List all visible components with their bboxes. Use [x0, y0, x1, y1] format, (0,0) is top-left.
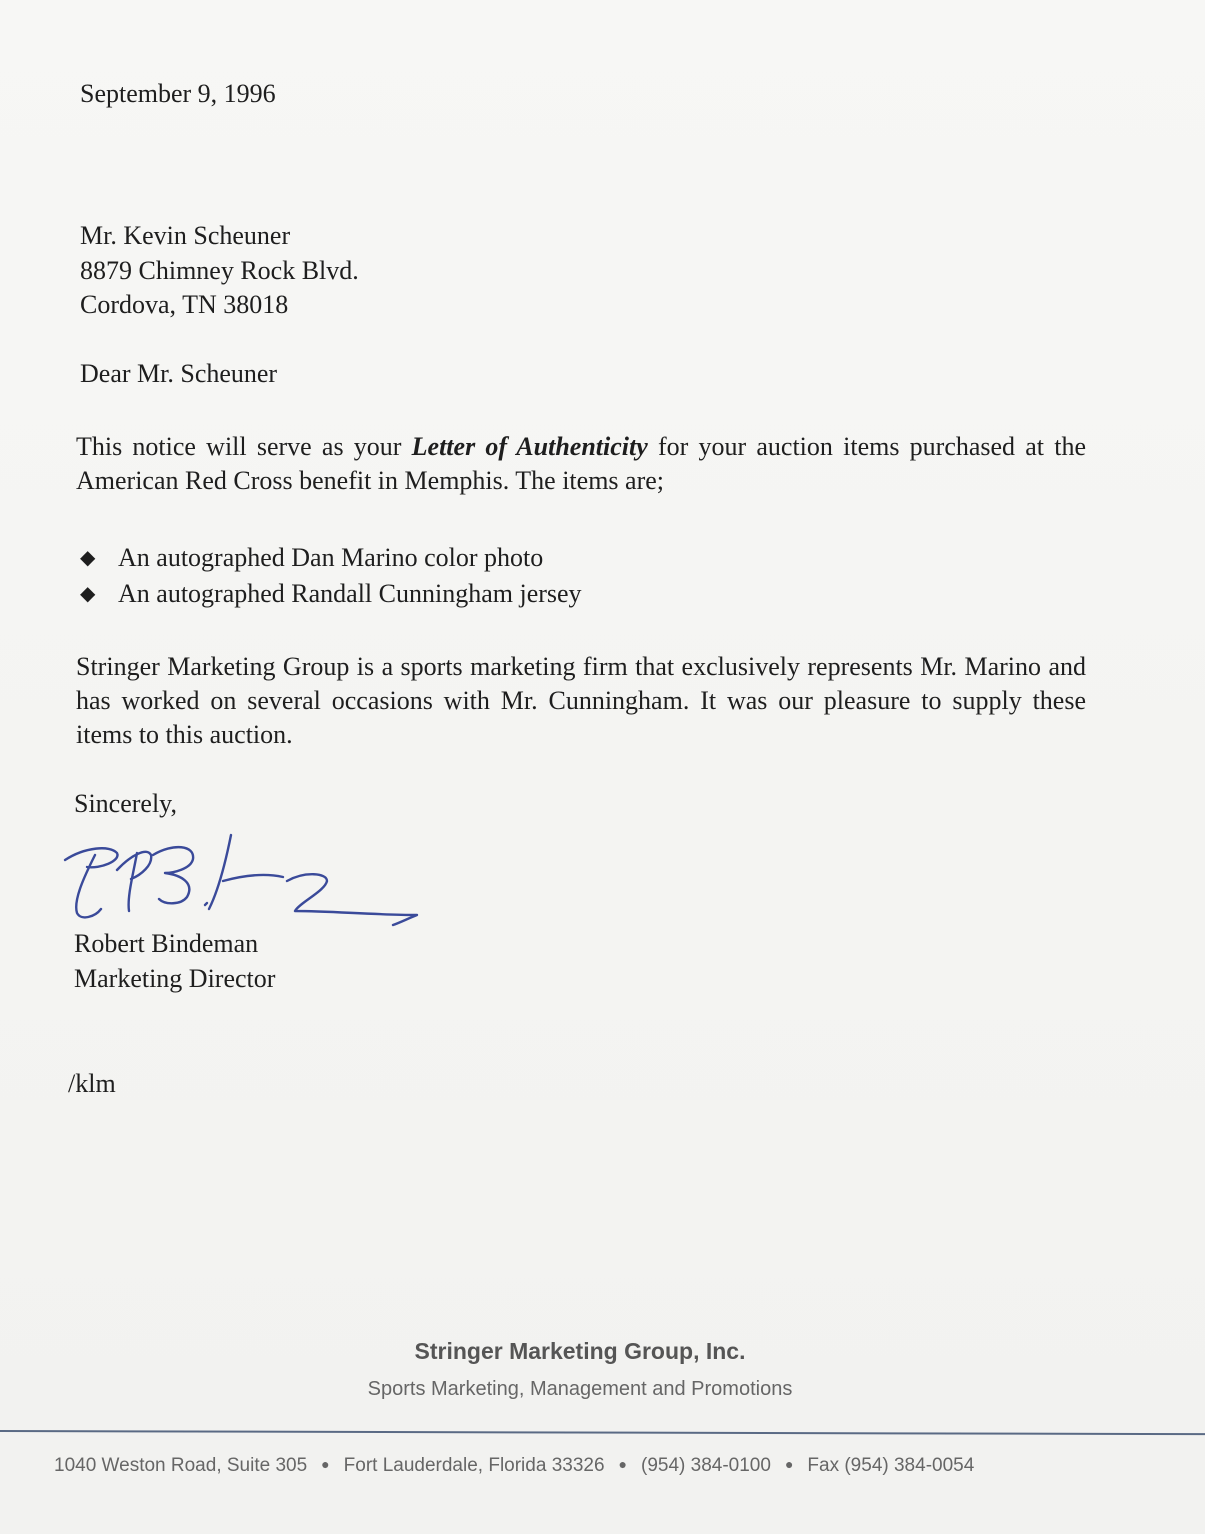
dot-separator-icon: ●	[321, 1456, 330, 1472]
typist-initials: /klm	[68, 1069, 116, 1098]
item-text: An autographed Dan Marino color photo	[118, 543, 544, 572]
letterhead-phone: (954) 384-0100	[641, 1455, 771, 1476]
body-paragraph-2: Stringer Marketing Group is a sports marketing firm that exclusively represents Mr. Marino and has worked on several occasions with Mr. Cunningham. It was our pleasure to supply these items to this auction.	[76, 652, 1086, 749]
letterhead-fax: Fax (954) 384-0054	[807, 1455, 975, 1476]
list-item	[80, 576, 582, 612]
signer-title: Marketing Director	[74, 964, 276, 993]
list-item	[80, 540, 582, 576]
dot-separator-icon: ●	[784, 1456, 794, 1472]
letterhead-address: 1040 Weston Road, Suite 305	[54, 1455, 308, 1476]
letterhead-company: Stringer Marketing Group, Inc.	[414, 1338, 746, 1364]
letterhead-city: Fort Lauderdale, Florida 33326	[343, 1455, 605, 1476]
letter-of-authenticity-emphasis: Letter of Authenticity	[411, 432, 648, 461]
letter-date: September 9, 1996	[80, 79, 276, 108]
letterhead-contact-line	[54, 1455, 1154, 1477]
diamond-bullet-icon: ◆	[80, 547, 96, 569]
recipient-city: Cordova, TN 38018	[80, 290, 289, 319]
diamond-bullet-icon: ◆	[80, 583, 96, 605]
show-through-text	[60, 1095, 1140, 1285]
letterhead-tagline: Sports Marketing, Management and Promotions	[367, 1378, 793, 1400]
handwritten-signature	[55, 825, 435, 935]
salutation: Dear Mr. Scheuner	[80, 359, 278, 388]
auction-items-list	[80, 540, 582, 612]
signer-name: Robert Bindeman	[74, 929, 259, 958]
letterhead-divider	[0, 1430, 1205, 1435]
item-text: An autographed Randall Cunningham jersey	[118, 579, 582, 608]
closing: Sincerely,	[74, 789, 177, 818]
recipient-street: 8879 Chimney Rock Blvd.	[80, 256, 359, 285]
recipient-name: Mr. Kevin Scheuner	[80, 221, 291, 250]
paragraph-1-tail: for your auction items purchased at the American Red Cross benefit in Memphis. The items are;	[76, 432, 1087, 495]
paragraph-1-lead: This notice will serve as your	[76, 432, 402, 461]
dot-separator-icon: ●	[618, 1456, 627, 1472]
body-paragraph-1	[76, 430, 1086, 498]
